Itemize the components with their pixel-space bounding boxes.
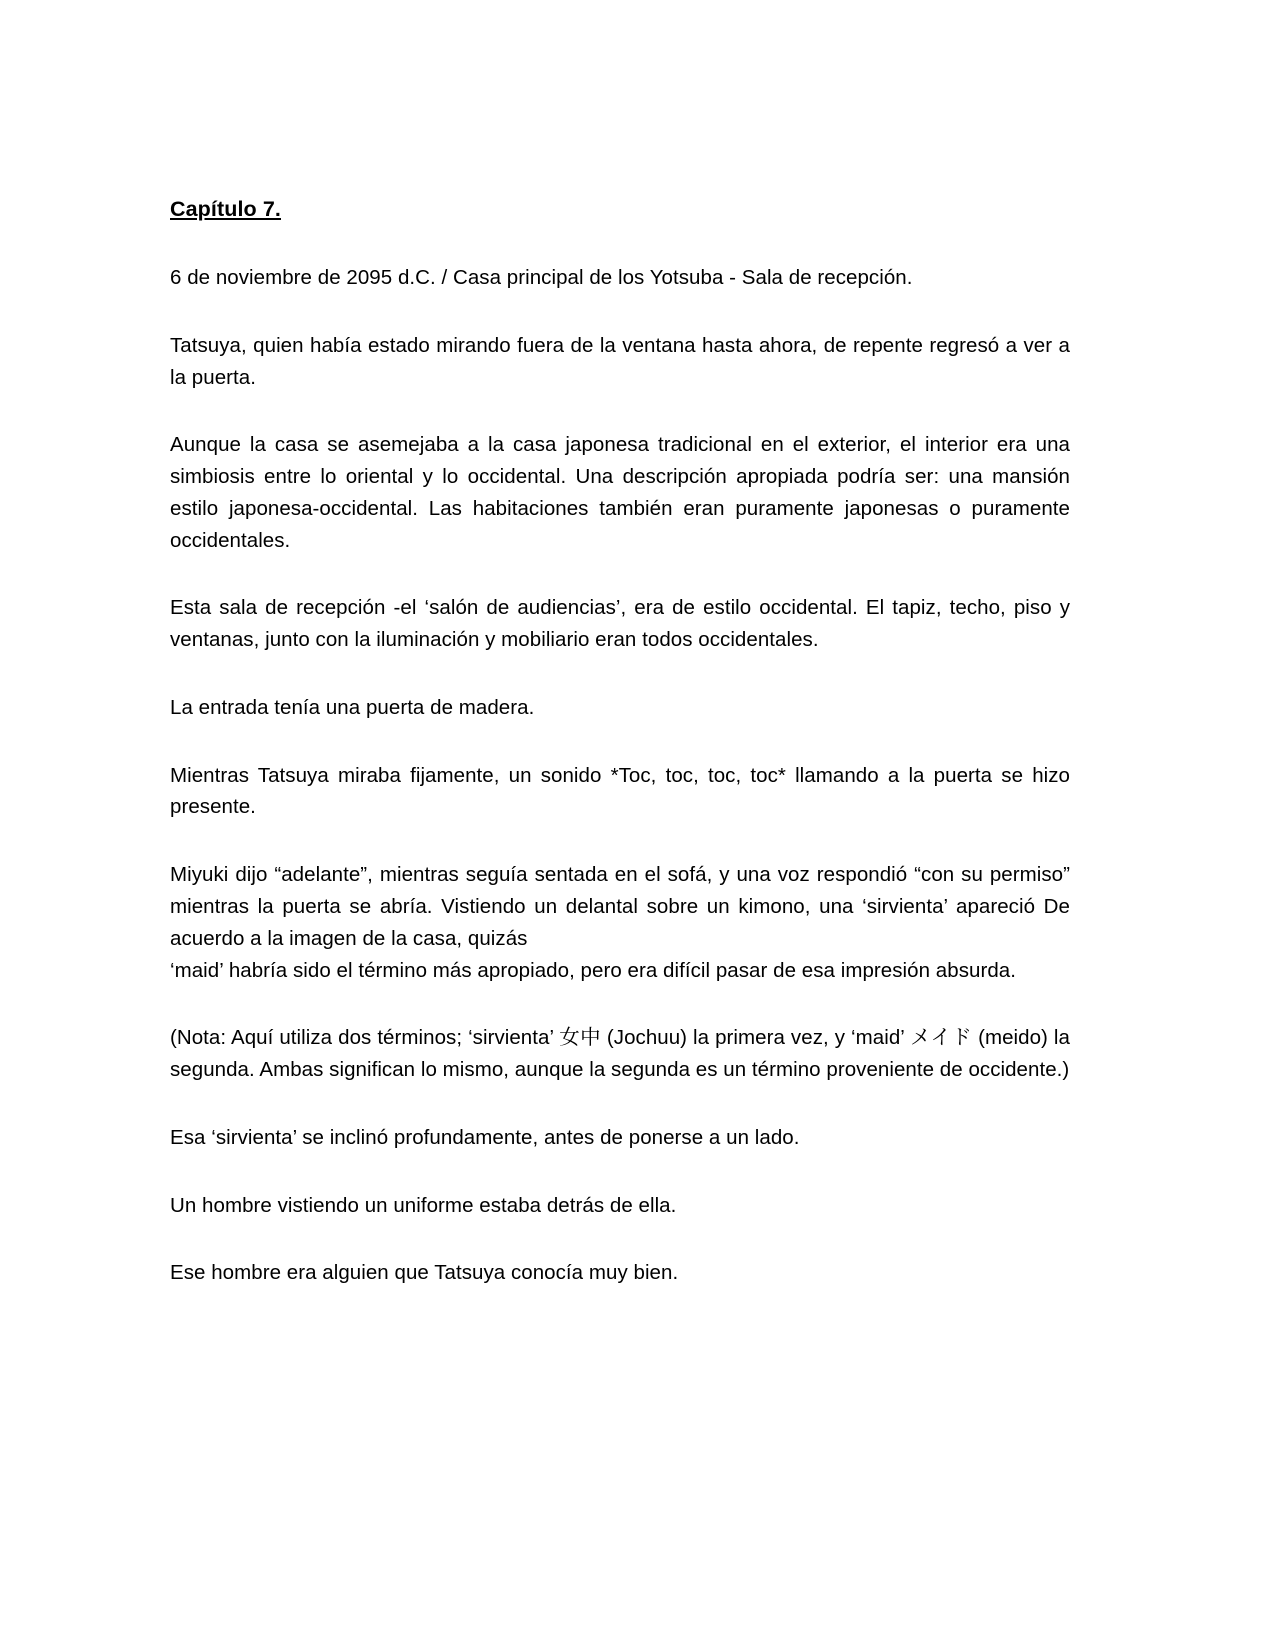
document-body (170, 195, 1070, 1289)
paragraph-dateline: 6 de noviembre de 2095 d.C. / Casa principal de los Yotsuba - Sala de recepción. (170, 266, 913, 290)
paragraph-7: ‘maid’ habría sido el término más apropiado, pero era difícil pasar de esa impresión absurda. (170, 958, 1016, 982)
paragraph-11: Ese hombre era alguien que Tatsuya conocía muy bien. (170, 1261, 679, 1285)
paragraph-6: Miyuki dijo “adelante”, mientras seguía sentada en el sofá, y una voz respondió “con su permiso” mientras la puerta se abría. Vistiendo un delantal sobre un kimono, una ‘sirvienta’ apareció De acuerdo a la imagen de la casa, quizás (170, 863, 1070, 950)
paragraph-1: Tatsuya, quien había estado mirando fuera de la ventana hasta ahora, de repente regresó a ver a la puerta. (170, 333, 1070, 389)
paragraph-10: Un hombre vistiendo un uniforme estaba detrás de ella. (170, 1193, 677, 1217)
paragraph-4: La entrada tenía una puerta de madera. (170, 695, 535, 719)
paragraph-9: Esa ‘sirvienta’ se inclinó profundamente, antes de ponerse a un lado. (170, 1125, 800, 1149)
paragraph-8-note: (Nota: Aquí utiliza dos términos; ‘sirvienta’ 女中 (Jochuu) la primera vez, y ‘maid’ メイド (meido) la segunda. Ambas significan lo mismo, aunque la segunda es un término proveniente de occidente.) (170, 1026, 1070, 1082)
paragraph-3: Esta sala de recepción -el ‘salón de audiencias’, era de estilo occidental. El tapiz, techo, piso y ventanas, junto con la iluminación y mobiliario eran todos occidentales. (170, 596, 1070, 652)
chapter-heading: Capítulo 7. (170, 197, 281, 221)
paragraph-5: Mientras Tatsuya miraba fijamente, un sonido *Toc, toc, toc, toc* llamando a la puerta se hizo presente. (170, 763, 1070, 819)
paragraph-2: Aunque la casa se asemejaba a la casa japonesa tradicional en el exterior, el interior era una simbiosis entre lo oriental y lo occidental. Una descripción apropiada podría ser: una mansión estilo japonesa-occidental. Las habitaciones también eran puramente japonesas o puramente occidentales. (170, 433, 1070, 552)
